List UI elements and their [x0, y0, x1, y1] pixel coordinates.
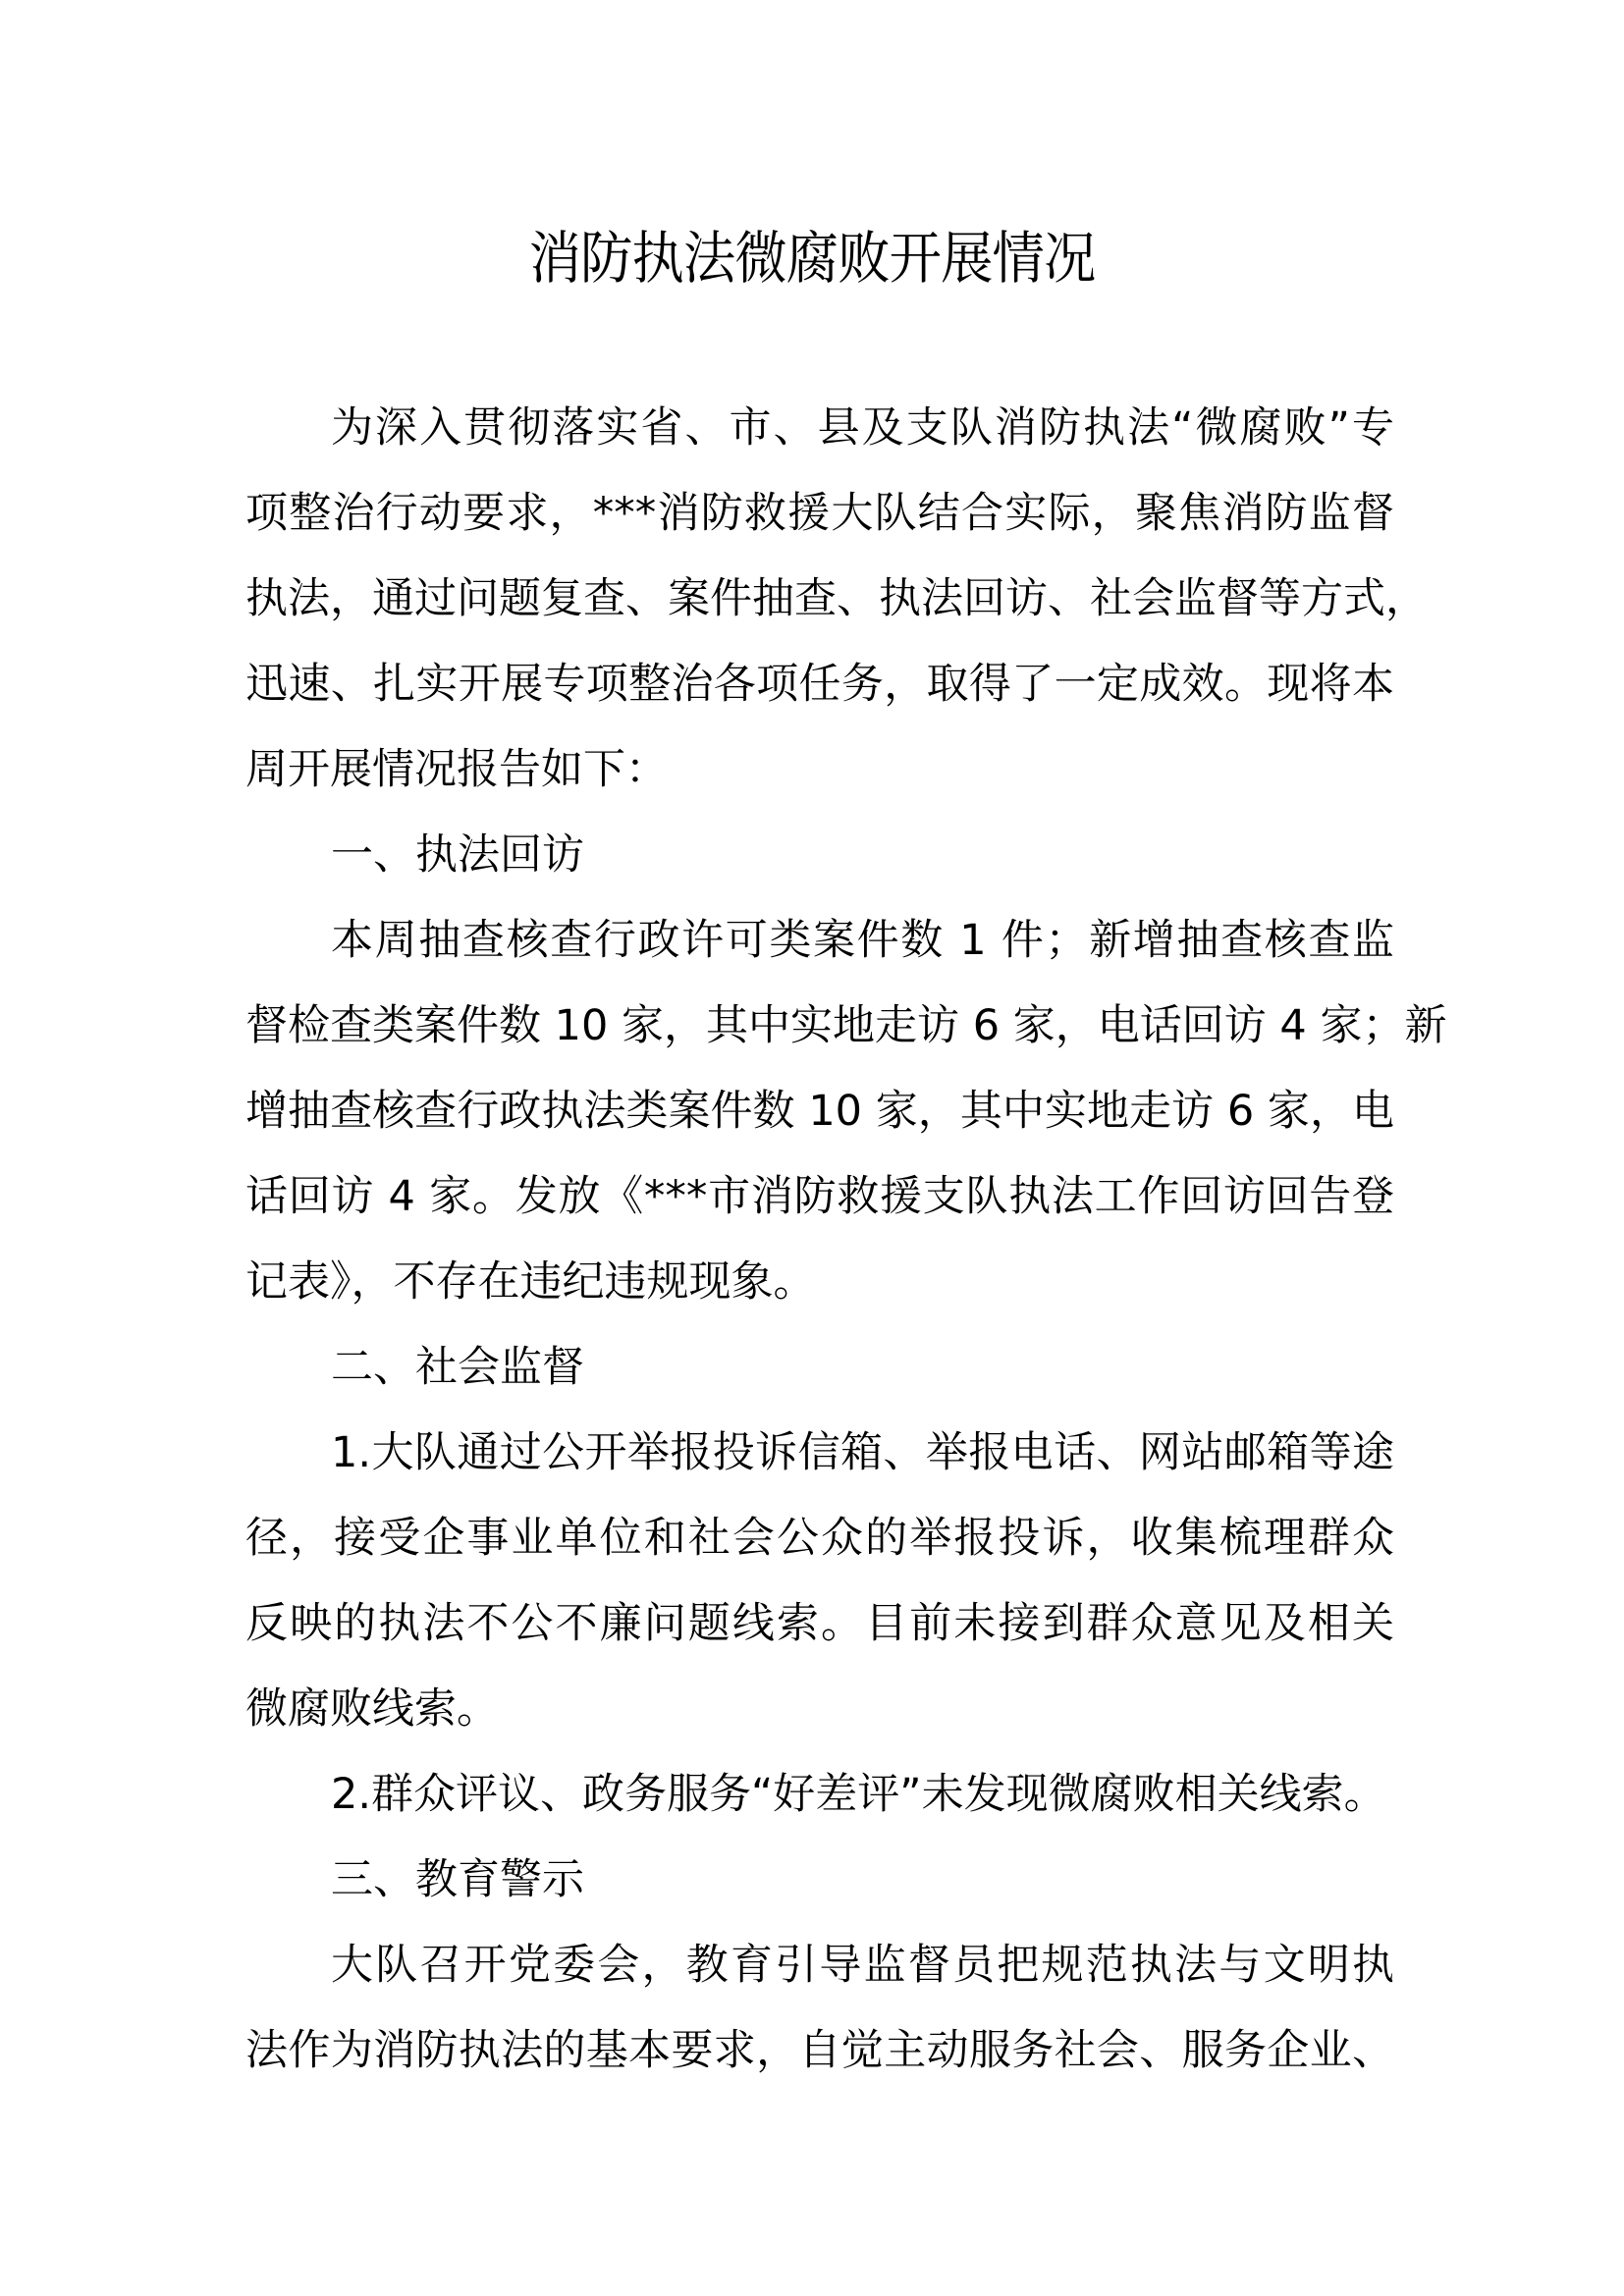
paragraph-line: 记表》，不存在违纪违规现象。 [245, 1257, 816, 1307]
paragraph-line: 径，接受企事业单位和社会公众的举报投诉，收集梳理群众 [245, 1514, 1394, 1563]
paragraph-line: 项整治行动要求，***消防救援大队结合实际，聚焦消防监督 [245, 489, 1394, 538]
paragraph-line: 督检查类案件数 10 家，其中实地走访 6 家，电话回访 4 家；新 [245, 1001, 1447, 1050]
document-title: 消防执法微腐败开展情况 [528, 225, 1096, 292]
paragraph-line: 2.群众评议、政务服务“好差评”未发现微腐败相关线索。 [331, 1770, 1386, 1819]
paragraph-line: 增抽查核查行政执法类案件数 10 家，其中实地走访 6 家，电 [245, 1087, 1394, 1136]
paragraph-line: 话回访 4 家。发放《***市消防救援支队执法工作回访回告登 [245, 1172, 1394, 1221]
paragraph-line: 大队召开党委会，教育引导监督员把规范执法与文明执 [331, 1941, 1394, 1990]
section-heading: 二、社会监督 [331, 1343, 584, 1392]
paragraph-line: 法作为消防执法的基本要求，自觉主动服务社会、服务企业、 [245, 2026, 1394, 2075]
section-heading: 三、教育警示 [331, 1855, 584, 1904]
paragraph-line: 周开展情况报告如下： [245, 745, 668, 794]
paragraph-line: 为深入贯彻落实省、市、县及支队消防执法“微腐败”专 [331, 403, 1394, 453]
paragraph-line: 1.大队通过公开举报投诉信箱、举报电话、网站邮箱等途 [331, 1428, 1394, 1477]
paragraph-line: 迅速、扎实开展专项整治各项任务，取得了一定成效。现将本 [245, 660, 1394, 709]
paragraph-line: 反映的执法不公不廉问题线索。目前未接到群众意见及相关 [245, 1599, 1394, 1648]
section-heading: 一、执法回访 [331, 830, 584, 880]
paragraph-line: 执法，通过问题复查、案件抽查、执法回访、社会监督等方式， [245, 574, 1428, 623]
paragraph-line: 本周抽查核查行政许可类案件数 1 件；新增抽查核查监 [331, 916, 1394, 965]
paragraph-line: 微腐败线索。 [245, 1684, 499, 1734]
